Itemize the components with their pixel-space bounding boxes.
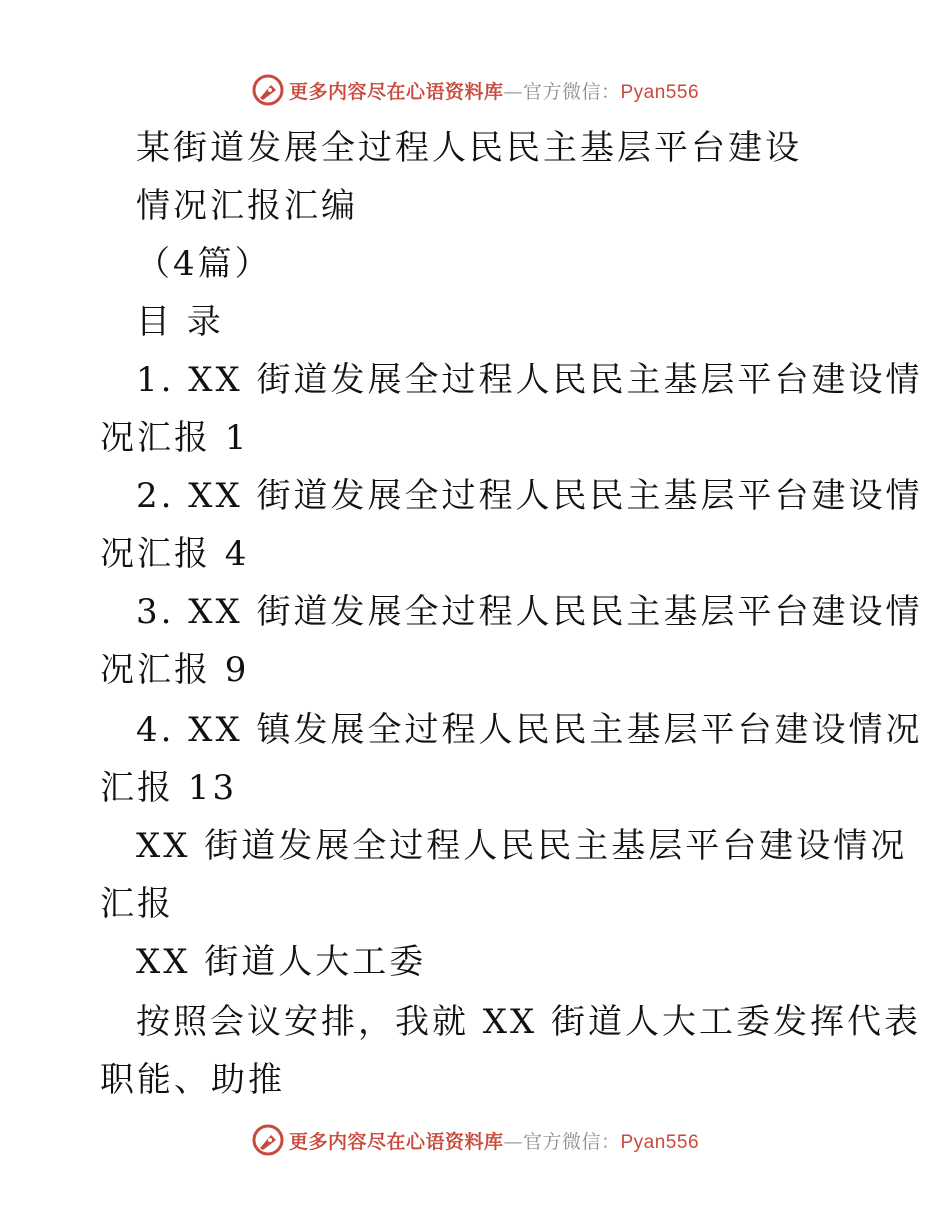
toc-item-3-line-1: 3. XX 街道发展全过程人民民主基层平台建设情 — [136, 592, 923, 632]
toc-item-4-line-1: 4. XX 镇发展全过程人民民主基层平台建设情况 — [136, 710, 923, 750]
header-watermark-banner — [0, 70, 950, 110]
section-title-line-2: 汇报 — [100, 884, 174, 924]
body-paragraph-line-2: 职能、助推 — [100, 1060, 285, 1100]
body-paragraph-line-1: 按照会议安排，我就 XX 街道人大工委发挥代表 — [136, 1002, 922, 1042]
pen-nib-logo-icon — [251, 73, 285, 107]
footer-watermark-banner — [0, 1120, 950, 1160]
watermark-text: 更多内容尽在心语资料库—官方微信：Pyan556 — [288, 80, 700, 103]
toc-item-2-line-2: 况汇报 4 — [100, 534, 250, 574]
section-title-line-1: XX 街道发展全过程人民民主基层平台建设情况 — [136, 826, 908, 866]
watermark-text: 更多内容尽在心语资料库—官方微信：Pyan556 — [288, 1130, 700, 1153]
toc-heading: 目 录 — [136, 302, 224, 342]
author-line: XX 街道人大工委 — [136, 942, 427, 982]
toc-item-1-line-1: 1. XX 街道发展全过程人民民主基层平台建设情 — [136, 360, 923, 400]
toc-item-2-line-1: 2. XX 街道发展全过程人民民主基层平台建设情 — [136, 476, 923, 516]
toc-item-3-line-2: 况汇报 9 — [100, 650, 250, 690]
document-title-line-2: 情况汇报汇编 — [136, 186, 358, 226]
toc-item-4-line-2: 汇报 13 — [100, 768, 238, 808]
pen-nib-logo-icon — [251, 1123, 285, 1157]
toc-item-1-line-2: 况汇报 1 — [100, 418, 250, 458]
document-count: （4篇） — [136, 244, 272, 284]
document-title-line-1: 某街道发展全过程人民民主基层平台建设 — [136, 128, 802, 168]
